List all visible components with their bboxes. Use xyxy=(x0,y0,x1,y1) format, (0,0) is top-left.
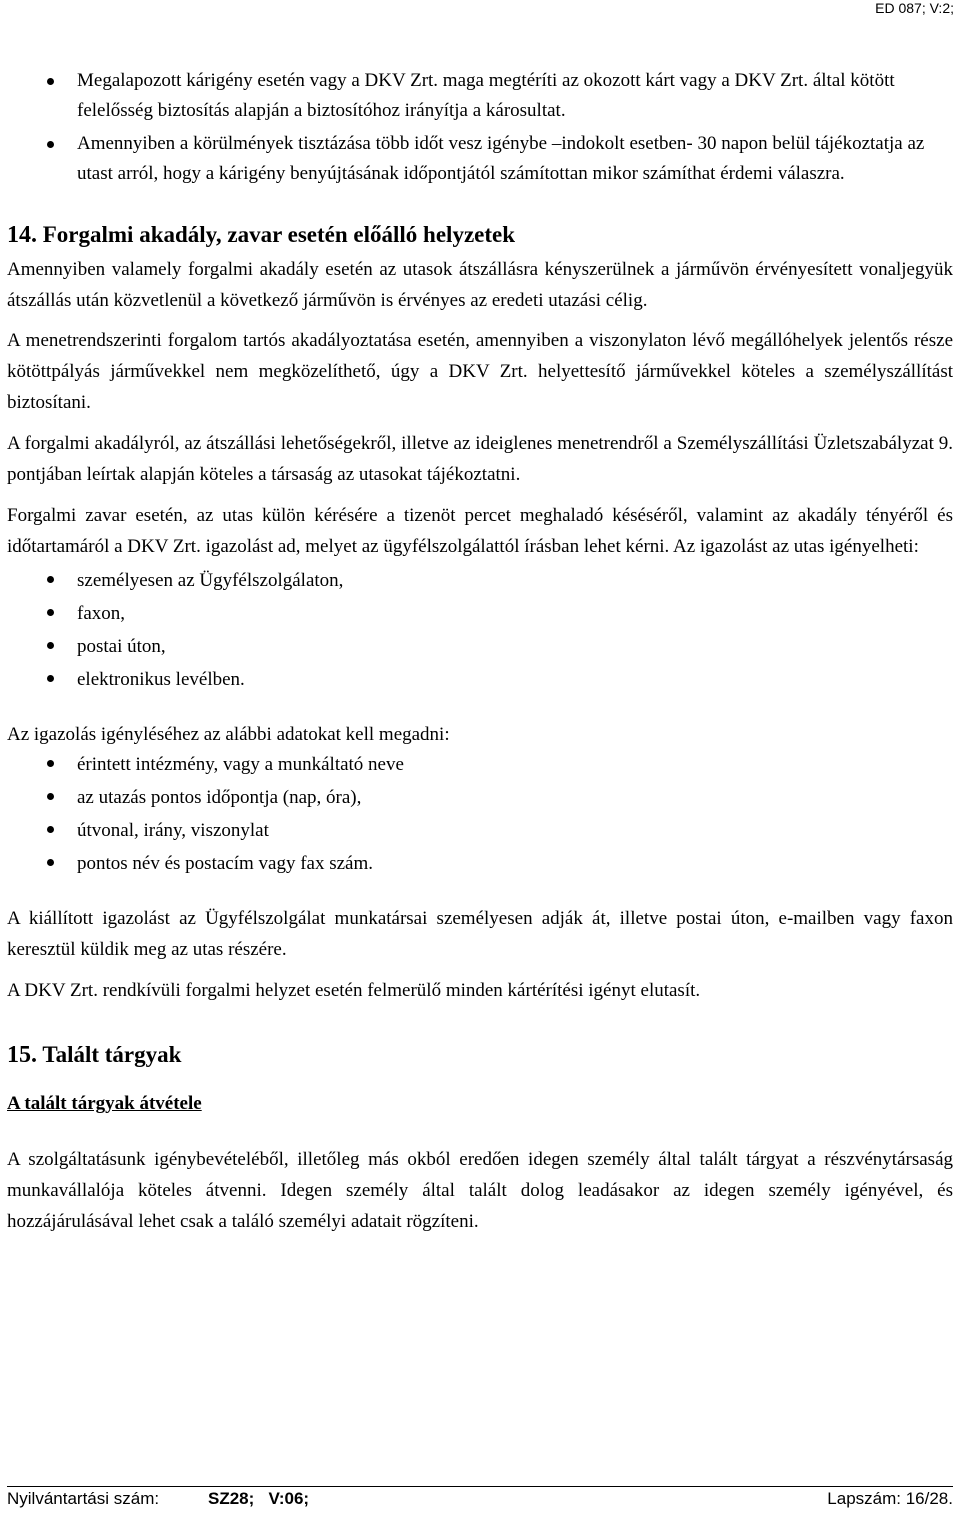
request-methods-list xyxy=(7,564,953,696)
page-footer xyxy=(7,1486,953,1511)
list-item: pontos név és postacím vagy fax szám. xyxy=(7,847,953,880)
list-item: postai úton, xyxy=(7,630,953,663)
section-15-number: 15. xyxy=(7,1042,37,1068)
required-data-list xyxy=(7,748,953,880)
paragraph: A kiállított igazolást az Ügyfélszolgálat munkatársai személyesen adják át, illetve postai úton, e-mailben vagy faxon keresztül küldik meg az utas részére. xyxy=(7,908,953,960)
section-15-heading xyxy=(7,1039,953,1071)
paragraph: A forgalmi akadályról, az átszállási lehetőségekről, illetve az ideiglenes menetrendről a Személyszállítási Üzletszabályzat 9. pontjában leírtak alapján köteles a társaság az utasokat tájékoztatni. xyxy=(7,433,953,485)
list-item: az utazás pontos időpontja (nap, óra), xyxy=(7,781,953,814)
paragraph: A menetrendszerinti forgalom tartós akadályoztatása esetén, amennyiben a viszonylaton lévő megállóhelyek jelentős része kötöttpályás járművekkel nem megközelíthető, úgy a DKV Zrt. helyettesítő járművekkel köteles a személyszállítást biztosítani. xyxy=(7,330,953,413)
list-item: Amennyiben a körülmények tisztázása több időt vesz igénybe –indokolt esetben- 30 napon belül tájékoztatja az utast arról, hogy a kárigény benyújtásának időpontjától számítottan mikor számíthat érdemi válaszra. xyxy=(7,129,953,189)
section-15-title: Talált tárgyak xyxy=(42,1042,182,1067)
section-14-number: 14. xyxy=(7,222,37,248)
page-body xyxy=(7,66,953,1237)
list-item: Megalapozott kárigény esetén vagy a DKV Zrt. maga megtéríti az okozott kárt vagy a DKV Zrt. által kötött felelősség biztosítás alapján a biztosítóhoz irányítja a károsultat. xyxy=(7,66,953,126)
intro-bullet-list xyxy=(7,66,953,189)
list-item: elektronikus levélben. xyxy=(7,663,953,696)
paragraph: Forgalmi zavar esetén, az utas külön kérésére a tizenöt percet meghaladó késéséről, valamint az akadály tényéről és időtartamáról a DKV Zrt. igazolást ad, melyet az ügyfélszolgálattól írásban lehet kérni. Az igazolást az utas igényelheti: xyxy=(7,505,953,557)
section-14-heading xyxy=(7,219,953,251)
list-item: faxon, xyxy=(7,597,953,630)
section-14-title: Forgalmi akadály, zavar esetén előálló helyzetek xyxy=(42,222,516,247)
list-item: útvonal, irány, viszonylat xyxy=(7,814,953,847)
list-item: érintett intézmény, vagy a munkáltató neve xyxy=(7,748,953,781)
page-number: Lapszám: 16/28. xyxy=(827,1489,953,1508)
section-15-subheading: A talált tárgyak átvétele xyxy=(7,1093,202,1114)
data-intro: Az igazolás igényléséhez az alábbi adatokat kell megadni: xyxy=(7,724,450,745)
registry-label: Nyilvántartási szám: xyxy=(7,1489,160,1508)
paragraph: A szolgáltatásunk igénybevételéből, illetőleg más okból eredően idegen személy által talált tárgyat a részvénytársaság munkavállalója köteles átvenni. Idegen személy által talált dolog leadásakor az idegen személy igényével, és hozzájárulásával lehet csak a találó személyi adatait rögzíteni. xyxy=(7,1149,953,1232)
paragraph: Amennyiben valamely forgalmi akadály esetén az utasok átszállásra kényszerülnek a járművön érvényesített vonaljegyük átszállás után közvetlenül a következő járművön is érvényes az eredeti utazási célig. xyxy=(7,259,953,311)
paragraph: A DKV Zrt. rendkívüli forgalmi helyzet esetén felmerülő minden kártérítési igényt elutasít. xyxy=(7,980,701,1001)
document-code: ED 087; V:2; xyxy=(875,0,954,16)
list-item: személyesen az Ügyfélszolgálaton, xyxy=(7,564,953,597)
registry-value: SZ28; V:06; xyxy=(208,1489,310,1508)
